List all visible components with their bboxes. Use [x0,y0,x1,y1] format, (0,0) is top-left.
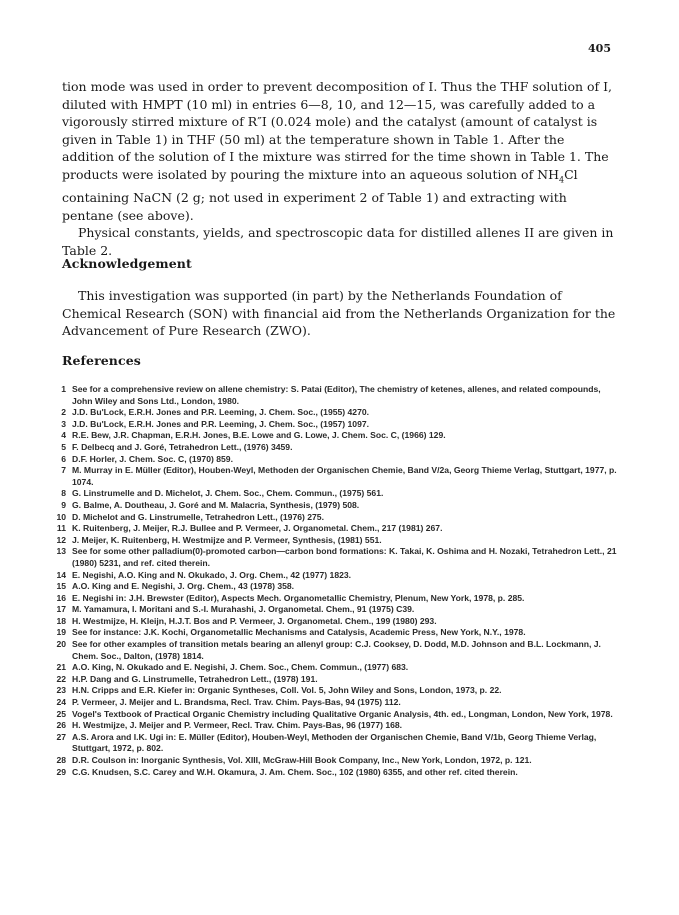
page-number: 405 [588,42,611,55]
reference-text: G. Linstrumelle and D. Michelot, J. Chem. Soc., Chem. Commun., (1975) 561. [72,488,384,499]
body-paragraph-2: Physical constants, yields, and spectroscopic data for distilled allenes II are given in Table 2. [62,225,614,258]
reference-text: H.N. Cripps and E.R. Kiefer in: Organic Syntheses, Coll. Vol. 5, John Wiley and Sons, London, 1973, p. 22. [72,685,502,696]
reference-text: D.R. Coulson in: Inorganic Synthesis, Vol. XIII, McGraw-Hill Book Company, Inc., New York, London, 1972, p. 121. [72,755,532,765]
reference-item [52,627,622,639]
reference-item [52,639,622,662]
reference-text: J. Meijer, K. Ruitenberg, H. Westmijze and P. Vermeer, Synthesis, (1981) 551. [72,534,382,545]
reference-item [52,755,622,767]
reference-number: 7 [61,465,66,476]
reference-item [52,535,622,547]
reference-number: 26 [56,720,66,731]
reference-number: 10 [56,511,66,522]
body-paragraph-1 [62,78,618,224]
reference-item [52,407,622,419]
reference-item [52,616,622,628]
reference-number: 23 [56,685,66,696]
reference-text: J.D. Bu'Lock, E.R.H. Jones and P.R. Leeming, J. Chem. Soc., (1955) 4270. [72,407,370,418]
reference-item [52,709,622,721]
reference-text: A.O. King and E. Negishi, J. Org. Chem., 43 (1978) 358. [72,581,295,592]
reference-number: 14 [56,569,66,580]
reference-item [52,570,622,582]
body-paragraph-1-continued: Cl containing NaCN (2 g; not used in experiment 2 of Table 1) and extracting with pentane (see above). [62,166,578,223]
reference-item [52,674,622,686]
reference-text: C.G. Knudsen, S.C. Carey and W.H. Okamura, J. Am. Chem. Soc., 102 (1980) 6355, and other ref. cited therein. [72,766,518,777]
reference-item [52,419,622,431]
reference-item [52,697,622,709]
acknowledgement-heading: Acknowledgement [62,256,192,271]
reference-number: 29 [56,766,66,777]
body-paragraph-1-text: tion mode was used in order to prevent decomposition of I. Thus the THF solution of I, diluted with HMPT (10 ml) in entries 6—8, 10, and 12—15, was carefully added to a vigorously stirred mixture of R″I (0.024 mole) and the catalyst (amount of catalyst is given in Table 1) in THF (50 ml) at the temperature shown in Table 1. After the addition of the solution of I the mixture was stirred for the time shown in Table 1. The products were isolated by pouring the mixture into an aqueous solution of NH [62,79,613,182]
reference-number: 12 [56,534,66,545]
reference-text: D.F. Horler, J. Chem. Soc. C, (1970) 859. [72,453,233,464]
reference-item [52,465,622,488]
reference-number: 4 [61,430,66,441]
reference-number: 9 [61,499,66,510]
reference-text: E. Negishi in: J.H. Brewster (Editor), Aspects Mech. Organometallic Chemistry, Plenum, New York, 1978, p. 285. [72,592,525,603]
reference-text: K. Ruitenberg, J. Meijer, R.J. Bullee and P. Vermeer, J. Organometal. Chem., 217 (1981) 267. [72,523,443,534]
reference-item [52,512,622,524]
reference-number: 13 [56,546,66,557]
reference-text: H.P. Dang and G. Linstrumelle, Tetrahedron Lett., (1978) 191. [72,673,318,684]
reference-item [52,662,622,674]
body-text [62,78,618,259]
reference-item [52,720,622,732]
reference-item [52,454,622,466]
reference-number: 27 [56,731,66,742]
reference-item [52,523,622,535]
reference-text: H. Westmijze, H. Kleijn, H.J.T. Bos and P. Vermeer, J. Organometal. Chem., 199 (1980) 293. [72,615,437,626]
reference-text: See for other examples of transition metals bearing an allenyl group: C.J. Cooksey, D. Dodd, M.D. Johnson and B.L. Lockmann, J. Chem. Soc., Dalton, (1978) 1814. [72,639,601,661]
reference-text: A.O. King, N. Okukado and E. Negishi, J. Chem. Soc., Chem. Commun., (1977) 683. [72,662,409,673]
reference-text: See for instance: J.K. Kochi, Organometallic Mechanisms and Catalysis, Academic Press, New York, N.Y., 1978. [72,627,526,638]
reference-text: J.D. Bu'Lock, E.R.H. Jones and P.R. Leeming, J. Chem. Soc., (1957) 1097. [72,418,370,429]
reference-item [52,581,622,593]
reference-number: 11 [56,523,66,534]
reference-number: 22 [56,673,66,684]
reference-text: See for a comprehensive review on allene chemistry: S. Patai (Editor), The chemistry of ketenes, allenes, and related compounds, John Wiley and Sons Ltd., London, 1980. [72,384,601,406]
reference-item [52,767,622,779]
references-heading: References [62,353,141,368]
reference-number: 25 [56,708,66,719]
reference-text: A.S. Arora and I.K. Ugi in: E. Müller (Editor), Houben-Weyl, Methoden der Organischen Chemie, Band V/1b, Georg Thieme Verlag, Stuttgart, 1972, p. 802. [72,731,597,754]
reference-number: 6 [61,453,66,464]
reference-number: 2 [61,407,66,418]
reference-number: 24 [56,697,66,708]
reference-number: 15 [56,581,66,592]
acknowledgement-text: This investigation was supported (in part) by the Netherlands Foundation of Chemical Research (SON) with financial aid from the Netherlands Organization for the Advancement of Pure Research (ZWO). [62,288,616,339]
reference-item [52,546,622,569]
reference-text: F. Delbecq and J. Goré, Tetrahedron Lett., (1976) 3459. [72,441,293,452]
reference-number: 20 [56,639,66,650]
reference-text: D. Michelot and G. Linstrumelle, Tetrahedron Lett., (1976) 275. [72,511,324,522]
reference-number: 18 [56,615,66,626]
reference-text: E. Negishi, A.O. King and N. Okukado, J. Org. Chem., 42 (1977) 1823. [72,569,352,580]
subscript-4: 4 [559,175,565,185]
reference-item [52,593,622,605]
reference-text: H. Westmijze, J. Meijer and P. Vermeer, Recl. Trav. Chim. Pays-Bas, 96 (1977) 168. [72,720,403,731]
reference-number: 8 [61,488,66,499]
reference-list [52,384,622,778]
reference-number: 1 [61,384,66,394]
reference-item [52,685,622,697]
reference-text: P. Vermeer, J. Meijer and L. Brandsma, Recl. Trav. Chim. Pays-Bas, 94 (1975) 112. [72,697,401,708]
reference-number: 17 [56,604,66,615]
reference-item [52,500,622,512]
reference-text: M. Yamamura, I. Moritani and S.-I. Murahashi, J. Organometal. Chem., 91 (1975) C39. [72,604,415,615]
reference-text: G. Balme, A. Doutheau, J. Goré and M. Malacria, Synthesis, (1979) 508. [72,499,360,510]
reference-item [52,430,622,442]
reference-text: See for some other palladium(0)-promoted carbon—carbon bond formations: K. Takai, K. Oshima and H. Nozaki, Tetrahedron Lett., 21 (1980) 5231, and ref. cited therein. [72,546,617,568]
reference-item [52,384,622,407]
reference-item [52,488,622,500]
reference-text: M. Murray in E. Müller (Editor), Houben-Weyl, Methoden der Organischen Chemie, Band V/2a, Georg Thieme Verlag, Stuttgart, 1977, p. 1074. [72,465,617,487]
reference-number: 28 [56,755,66,765]
reference-item [52,604,622,616]
reference-number: 19 [56,627,66,638]
reference-number: 5 [61,441,66,452]
reference-item [52,732,622,755]
reference-number: 16 [56,592,66,603]
reference-number: 21 [56,662,66,673]
reference-text: R.E. Bew, J.R. Chapman, E.R.H. Jones, B.E. Lowe and G. Lowe, J. Chem. Soc. C, (1966) 129. [72,430,446,441]
reference-item [52,442,622,454]
reference-text: Vogel's Textbook of Practical Organic Chemistry including Qualitative Organic Analysis, 4th. ed., Longman, London, New York, 1978. [72,708,613,719]
reference-number: 3 [61,418,66,429]
